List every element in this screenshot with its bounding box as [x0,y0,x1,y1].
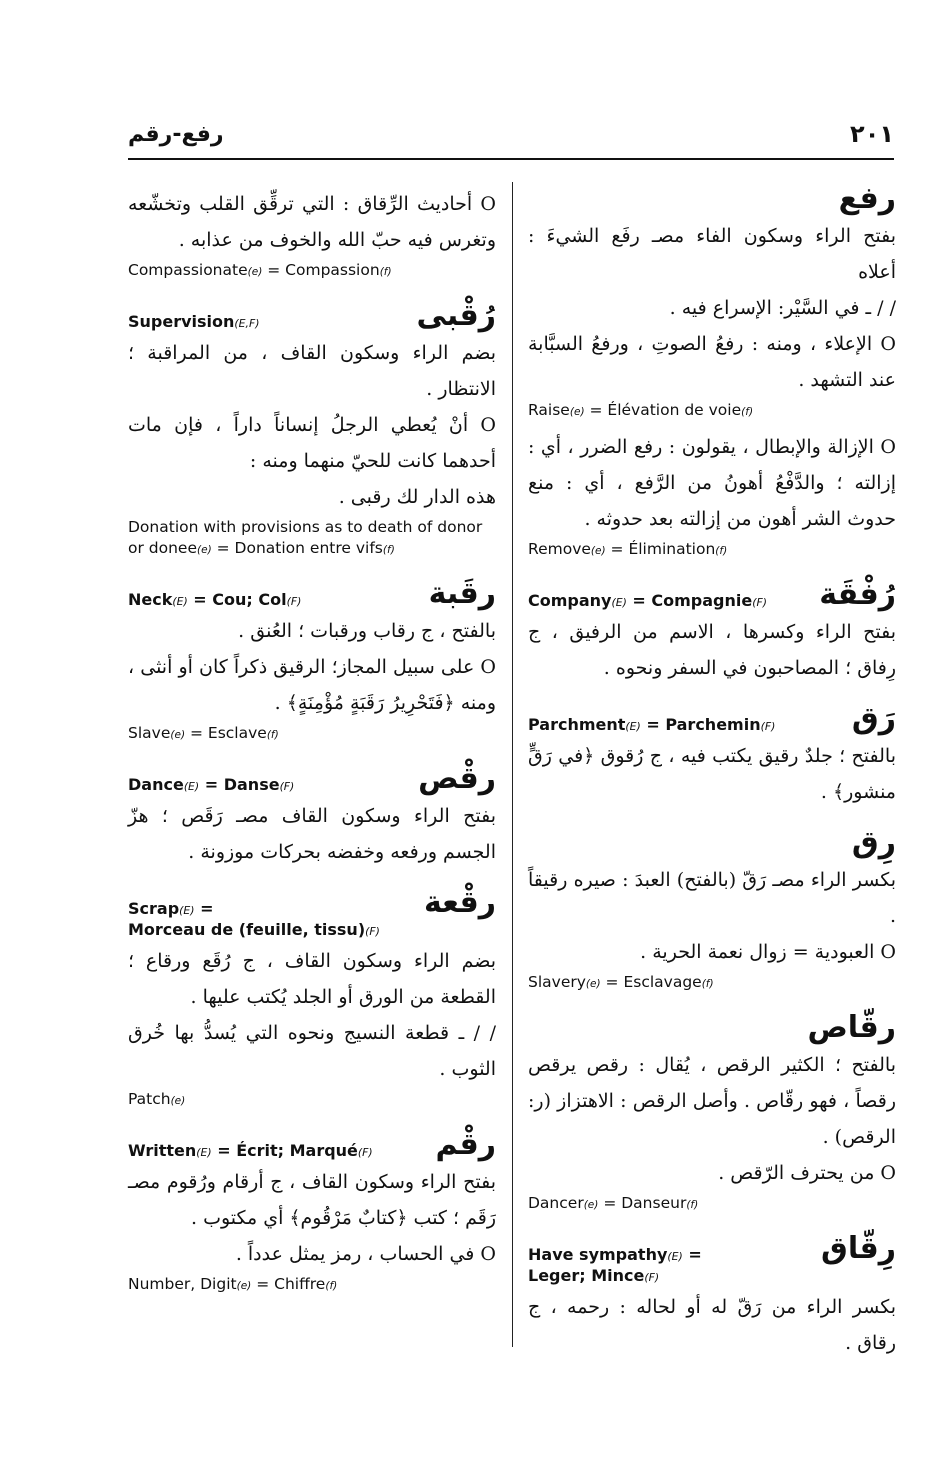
dictionary-entry [528,1009,896,1216]
arabic-definition: بفتح الراء وسكون الفاء مصـ رفَع الشيءَ : أعلاه [528,225,896,283]
arabic-definition: بفتح الراء وكسرها ، الاسم من الرفيق ، ج رِفاق ؛ المصاحبون في السفر ونحوه . [528,621,896,679]
headword: رقَبة [428,576,496,611]
arabic-definition: / / ـ قطعة النسيج ونحوه التي يُسدُّ بها خُرق الثوب . [128,1022,496,1080]
english-gloss: Company(E) = Compagnie(F) [528,591,767,610]
english-gloss: Scrap(E) = [128,899,214,918]
english-gloss: Dance(E) = Danse(F) [128,775,295,794]
translation-line: Raise(e) = Élévation de voie(f) [528,401,754,419]
entry-headline [128,884,496,922]
headword: رُفْقَة [819,577,896,612]
entry-headline [128,297,496,335]
arabic-definition: O من يحترف الرّقص . [718,1162,896,1184]
translation-line: Donation with provisions as to death of donor or donee(e) = Donation entre vifs(f) [128,518,483,557]
running-header [128,116,894,160]
arabic-definition: هذه الدار لك رقبى . [338,486,496,508]
arabic-definition: بضم الراء وسكون القاف ، من المراقبة ؛ الانتظار . [128,342,496,400]
translation-line: Compassionate(e) = Compassion(f) [128,261,392,279]
arabic-definition: بكسر الراء من رَقّ له أو لحاله : رحمه ، ج رقاق . [528,1296,896,1354]
arabic-definition: O على سبيل المجاز؛ الرقيق ذكراً كان أو أنثى ، ومنه ﴿فَتَحْرِيرُ رَقَبَةٍ مُؤْمِنَةٍ﴾ . [128,656,496,714]
arabic-definition: O أنْ يُعطي الرجلُ إنساناً داراً ، فإن مات أحدهما كانت للحيّ منهما ومنه : [128,414,496,472]
dictionary-entry [128,180,496,283]
translation-line: Dancer(e) = Danseur(f) [528,1194,699,1212]
headword: رقْعة [423,885,496,920]
headword: رقْم [435,1127,496,1162]
arabic-definition: O الإعلاء ، ومنه : رفعُ الصوتِ ، ورفعُ السبَّابة عند التشهد . [528,333,896,391]
translation-line: Slavery(e) = Esclavage(f) [528,973,714,991]
arabic-definition: O الإزالة والإبطال ، يقولون : رفع الضرر ، أي : إزالته ؛ والدَّفْعُ أهونُ من الرَّفع ، أي : منع حدوث الشر أهون من إزالته بعد حدوثه . [528,436,896,530]
dictionary-entry [128,297,496,561]
headword: رقّاص [807,1010,896,1045]
english-gloss: Written(E) = Écrit; Marqué(F) [128,1141,373,1160]
headword: رُقْبى [416,298,496,333]
dictionary-entry [528,824,896,995]
english-gloss: Have sympathy(E) = [528,1245,702,1264]
english-gloss-continued: Leger; Mince(F) [528,1266,660,1285]
dictionary-entry [128,884,496,1112]
translation-line: Patch(e) [128,1090,186,1108]
left-column [128,180,496,1311]
english-gloss-continued: Morceau de (feuille, tissu)(F) [128,920,380,939]
arabic-definition: بالفتح ؛ جلدٌ رقيق يكتب فيه ، ج رُقوق ﴿في رَقٍّ منشور﴾ . [528,745,896,803]
arabic-definition: بكسر الراء مصـ رَقّ (بالفتح) العبدَ : صيره رقيقاً . [528,869,896,927]
entry-headline [528,700,896,738]
entry-headline [128,760,496,798]
dictionary-entry [528,700,896,810]
dictionary-entry [528,576,896,686]
english-gloss: Parchment(E) = Parchemin(F) [528,715,776,734]
arabic-definition: بالفتح ؛ الكثير الرقص ، يُقال : رقص يرقص رقصاً ، فهو رقّاص . وأصل الرقص : الاهتزاز (ر: الرقص) . [528,1054,896,1148]
dictionary-entry [528,180,896,562]
right-column [528,180,896,1375]
entry-headline [528,1009,896,1047]
headword: رفع [838,181,896,216]
running-head: رفع-رقم [128,122,224,147]
headword: رقْص [418,761,496,796]
entry-headline [528,824,896,862]
dictionary-entry [528,1230,896,1361]
headword: رِق [851,825,896,860]
dictionary-entry [128,760,496,870]
arabic-definition: O العبودية = زوال نعمة الحرية . [640,941,896,963]
arabic-definition: O في الحساب ، رمز يمثل عدداً . [235,1243,496,1265]
entry-headline [128,1126,496,1164]
entry-headline [528,576,896,614]
translation-line: Slave(e) = Esclave(f) [128,724,279,742]
entry-headline [528,1230,896,1268]
entry-headline [128,575,496,613]
arabic-definition: بضم الراء وسكون القاف ، ج رُقَع ورقاع ؛ القطعة من الورق أو الجلد يُكتب عليها . [128,950,496,1008]
arabic-definition: بالفتح ، ج رقاب ورقبات ؛ العُنق . [238,620,496,642]
entry-headline [528,180,896,218]
arabic-definition: / / ـ في السَّيْر: الإسراع فيه . [669,297,896,319]
translation-line: Number, Digit(e) = Chiffre(f) [128,1275,338,1293]
arabic-definition: بفتح الراء وسكون القاف ، ج أرقام ورُقوم مصـ رَقَم ؛ كتب ﴿كتابٌ مَرْقُوم﴾ أي مكتوب . [128,1171,496,1229]
dictionary-entry [128,1126,496,1297]
arabic-definition: بفتح الراء وسكون القاف مصـ رَقَص ؛ هزّ الجسم ورفعه وخفضه بحركات موزونة . [128,805,496,863]
english-gloss: Neck(E) = Cou; Col(F) [128,590,302,609]
page-number: ٢٠١ [850,120,894,148]
translation-line: Remove(e) = Élimination(f) [528,540,728,558]
english-gloss: Supervision(E,F) [128,312,260,331]
arabic-definition: O أحاديث الرِّقاق : التي ترقِّق القلب وتخشّعه وتغرس فيه حبّ الله والخوف من عذابه . [128,193,496,251]
dictionary-entry [128,575,496,746]
headword: رِقّاق [821,1231,896,1266]
headword: رَق [851,701,896,736]
column-divider [512,182,513,1347]
